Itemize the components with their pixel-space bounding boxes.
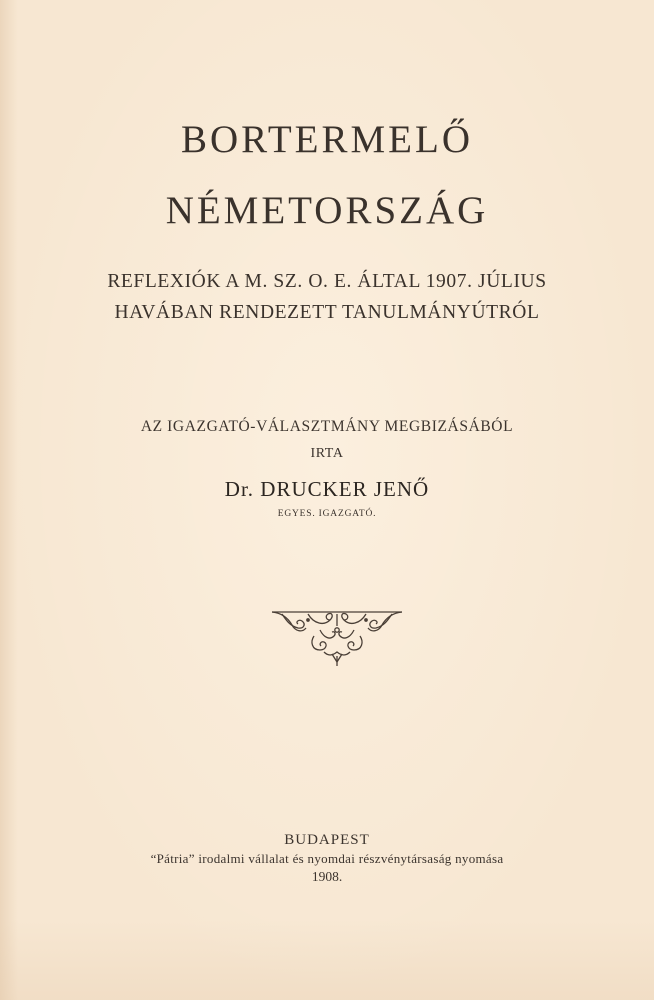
author-role: EGYES. IGAZGATÓ.	[277, 509, 377, 519]
subtitle-line-2: HAVÁBAN RENDEZETT TANULMÁNYÚTRÓL	[114, 302, 540, 323]
imprint-year: 1908.	[311, 869, 343, 884]
book-title-line-1: BORTERMELŐ	[181, 118, 473, 161]
floral-ornament-icon	[268, 606, 406, 668]
author-name: Dr. DRUCKER JENŐ	[224, 477, 430, 501]
subtitle-line-1: REFLEXIÓK A M. SZ. O. E. ÁLTAL 1907. JÚLIUS	[107, 271, 547, 292]
book-title-line-2: NÉMETORSZÁG	[165, 189, 489, 232]
wrote-line: IRTA	[310, 446, 344, 461]
imprint-printer: “Pátria” irodalmi vállalat és nyomdai részvénytársaság nyomása	[150, 851, 504, 866]
imprint-place: BUDAPEST	[284, 832, 370, 848]
commission-line: AZ IGAZGATÓ-VÁLASZTMÁNY MEGBIZÁSÁBÓL	[140, 418, 514, 435]
